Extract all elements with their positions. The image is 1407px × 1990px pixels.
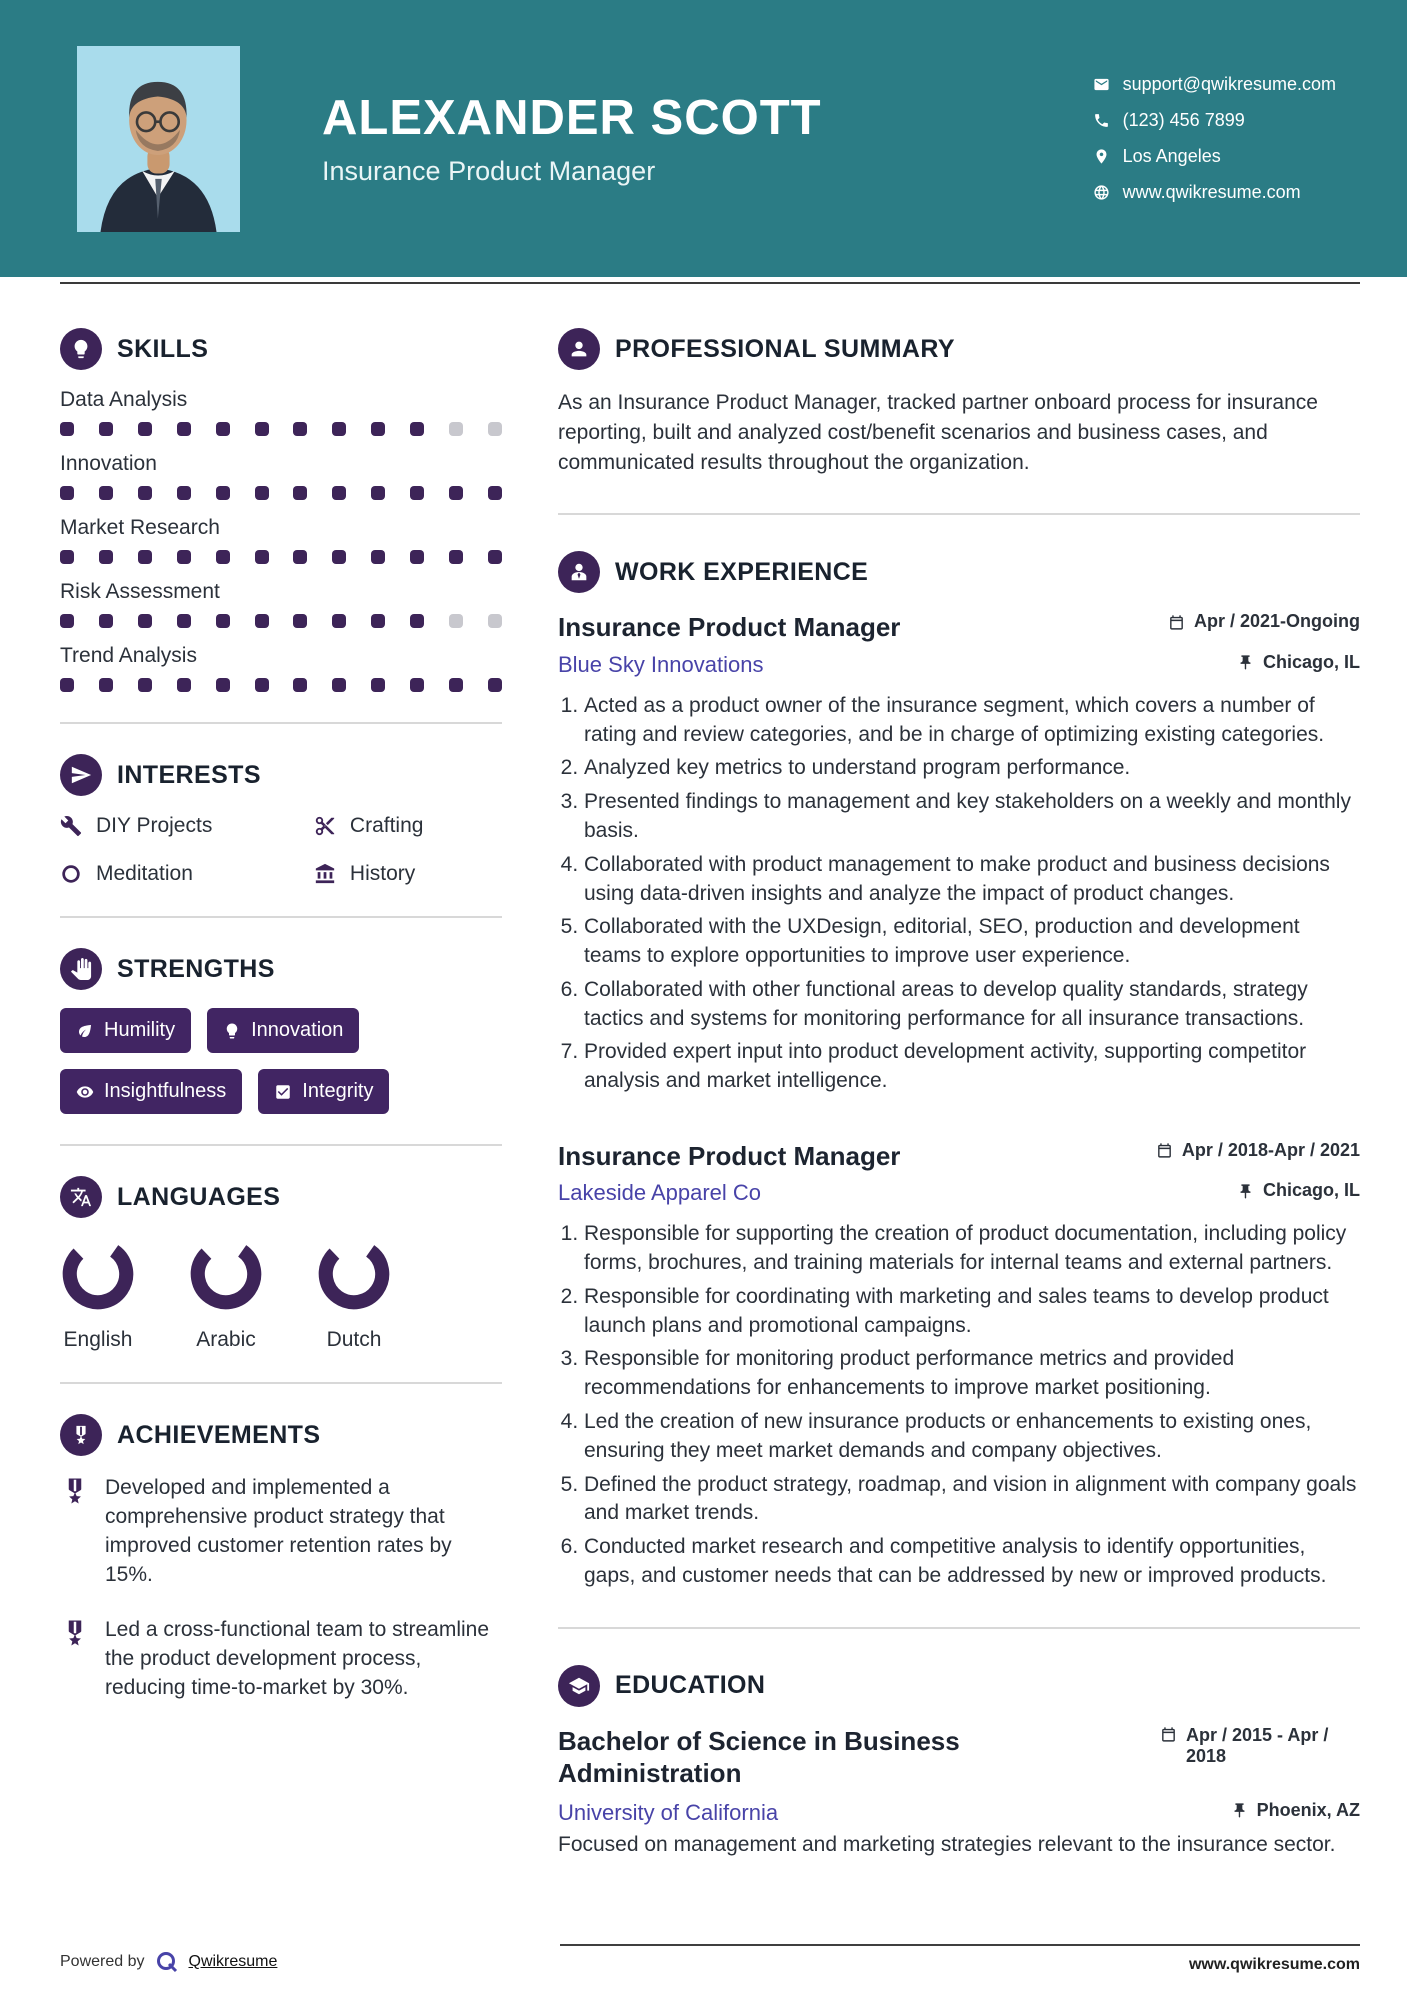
achievements-header <box>60 1414 502 1456</box>
skill-dot <box>332 614 346 628</box>
skill-dot <box>410 422 424 436</box>
skill-dot <box>410 486 424 500</box>
skill-dot <box>60 550 74 564</box>
skill-dot <box>332 486 346 500</box>
skill-dot <box>293 678 307 692</box>
skill-dot <box>488 486 502 500</box>
skill-dot <box>332 550 346 564</box>
education-note: Focused on management and marketing strategies relevant to the insurance sector. <box>558 1832 1336 1856</box>
skill-dot <box>99 678 113 692</box>
skill-item <box>60 516 502 564</box>
skill-dot <box>138 614 152 628</box>
job-location <box>1237 652 1360 673</box>
education-header <box>558 1665 1360 1707</box>
skill-dot <box>138 678 152 692</box>
skill-level-meter <box>60 486 502 500</box>
job-title-row <box>558 611 1360 644</box>
job-dates <box>1168 611 1360 632</box>
skill-dot <box>216 550 230 564</box>
skill-dot <box>255 614 269 628</box>
interests-list <box>60 814 502 886</box>
skills-list <box>60 388 502 692</box>
job-company-row <box>558 652 1360 678</box>
skill-dot <box>371 486 385 500</box>
job-bullet: 5. Collaborated with the UXDesign, editorial, SEO, production and development teams to explore opportunities to improve user experience. <box>584 913 1360 971</box>
skill-dot <box>293 550 307 564</box>
skill-dot <box>332 422 346 436</box>
skill-dot <box>216 614 230 628</box>
medal-icon <box>60 1476 90 1506</box>
medal-icon <box>60 1618 90 1648</box>
job-bullet: 6. Collaborated with other functional areas to develop quality standards, strategy tactics and systems for monitoring performance for all insurance transactions. <box>584 976 1360 1034</box>
skill-dot <box>488 422 502 436</box>
achievements-list <box>60 1474 502 1703</box>
strength-badge <box>258 1069 389 1114</box>
interest-label: Meditation <box>96 862 193 885</box>
location-pin-icon <box>1093 148 1110 165</box>
skills-heading: SKILLS <box>117 334 209 363</box>
skill-dot <box>99 550 113 564</box>
skill-level-meter <box>60 550 502 564</box>
language-item <box>60 1236 136 1352</box>
wrench-icon <box>60 815 82 837</box>
pushpin-icon <box>1231 1802 1248 1819</box>
language-item <box>316 1236 392 1352</box>
interest-label: Crafting <box>349 814 424 837</box>
skill-dot <box>449 678 463 692</box>
language-name: English <box>63 1328 133 1351</box>
footer-site-block <box>560 1944 1360 1974</box>
summary-section <box>558 328 1360 477</box>
skill-level-meter <box>60 614 502 628</box>
divider <box>60 916 502 918</box>
divider <box>558 1627 1360 1629</box>
strength-label: Innovation <box>251 1019 344 1041</box>
skill-dot <box>216 422 230 436</box>
pushpin-icon <box>1237 1183 1254 1200</box>
globe-icon <box>1093 184 1110 201</box>
interests-header <box>60 754 502 796</box>
strength-badge <box>60 1069 242 1114</box>
skill-dot <box>371 678 385 692</box>
interest-item <box>60 862 314 886</box>
calendar-icon <box>1160 1726 1177 1743</box>
skill-dot <box>177 614 191 628</box>
job-bullet: 6. Conducted market research and competitive analysis to identify opportunities, gaps, and customer needs that can be addressed by new or improved products. <box>584 1533 1360 1591</box>
skill-level-meter <box>60 422 502 436</box>
job-bullet: 1. Responsible for supporting the creation of product documentation, including policy forms, brochures, and training materials for internal teams and external partners. <box>584 1220 1360 1278</box>
check-square-icon <box>274 1083 292 1101</box>
strength-badge <box>207 1008 359 1053</box>
work-header <box>558 551 1360 593</box>
strength-label: Integrity <box>302 1080 374 1102</box>
skill-dot <box>60 678 74 692</box>
leaf-icon <box>76 1022 94 1040</box>
skill-dot <box>293 486 307 500</box>
language-name: Dutch <box>326 1328 382 1351</box>
skill-dot <box>138 422 152 436</box>
skill-dot <box>138 550 152 564</box>
job-bullet: 3. Responsible for monitoring product performance metrics and provided recommendations for enhancements to improve market positioning. <box>584 1345 1360 1403</box>
job-dates-text: Apr / 2018-Apr / 2021 <box>1181 1139 1360 1160</box>
job-bullet: 4. Led the creation of new insurance products or enhancements to existing ones, ensuring they meet market demands and company objectives. <box>584 1408 1360 1466</box>
profile-photo <box>77 46 240 232</box>
company-link[interactable]: Blue Sky Innovations <box>558 651 764 677</box>
skill-dot <box>60 422 74 436</box>
skill-name: Data Analysis <box>60 388 188 411</box>
job-dates-text: Apr / 2021-Ongoing <box>1193 611 1360 632</box>
skill-dot <box>255 422 269 436</box>
skill-dot <box>449 422 463 436</box>
skill-dot <box>371 550 385 564</box>
job-bullet: 7. Provided expert input into product development activity, supporting competitor analysis and market intelligence. <box>584 1038 1360 1096</box>
job-bullet: 1. Acted as a product owner of the insurance segment, which covers a number of rating and review categories, and be in charge of optimizing existing categories. <box>584 692 1360 750</box>
interest-label: DIY Projects <box>96 814 213 837</box>
work-section <box>558 551 1360 1590</box>
job-bullet: 3. Presented findings to management and key stakeholders on a weekly and monthly basis. <box>584 788 1360 846</box>
job-bullet: 4. Collaborated with product management to make product and business decisions using data-driven insights and analyze the impact of product changes. <box>584 851 1360 909</box>
interests-section <box>60 754 502 886</box>
email-icon <box>1093 76 1110 93</box>
interest-item <box>314 814 502 838</box>
languages-list <box>60 1236 502 1352</box>
strengths-section <box>60 948 502 1114</box>
skill-dot <box>60 614 74 628</box>
job-bullet: 2. Analyzed key metrics to understand program performance. <box>584 754 1360 783</box>
skill-dot <box>410 550 424 564</box>
language-name: Arabic <box>196 1328 256 1351</box>
achievements-section <box>60 1414 502 1703</box>
languages-heading: LANGUAGES <box>117 1182 281 1211</box>
calendar-icon <box>1156 1142 1173 1159</box>
divider <box>60 1382 502 1384</box>
footer-site-link[interactable]: www.qwikresume.com <box>1188 1956 1360 1973</box>
person-icon <box>558 328 600 370</box>
skill-dot <box>293 422 307 436</box>
skill-dot <box>255 678 269 692</box>
education-school-row <box>558 1800 1360 1826</box>
left-column <box>60 328 502 1859</box>
job-bullets <box>558 1220 1360 1590</box>
summary-text: As an Insurance Product Manager, tracked partner onboard process for insurance reporting, built and analyzed cost/benefit scenarios and business cases, and communicated results throughout the organization. <box>558 391 1318 474</box>
skill-name: Market Research <box>60 516 220 539</box>
skill-dot <box>177 422 191 436</box>
skill-dot <box>99 614 113 628</box>
calendar-icon <box>1168 614 1185 631</box>
contact-item[interactable] <box>1093 146 1336 167</box>
education-heading: EDUCATION <box>615 1671 766 1700</box>
strengths-header <box>60 948 502 990</box>
skill-dot <box>371 614 385 628</box>
phone-icon <box>1093 112 1110 129</box>
contact-text: (123) 456 7899 <box>1122 110 1245 130</box>
skill-dot <box>488 614 502 628</box>
job-title-row <box>558 1140 1360 1173</box>
job-entry <box>558 611 1360 1095</box>
achievements-heading: ACHIEVEMENTS <box>117 1420 321 1449</box>
education-title-row <box>558 1725 1360 1790</box>
contact-list <box>1093 59 1336 218</box>
interest-item <box>60 814 314 838</box>
content-columns <box>0 284 1407 1859</box>
lightbulb-icon <box>60 328 102 370</box>
skill-dot <box>138 486 152 500</box>
skill-dot <box>371 422 385 436</box>
paper-plane-icon <box>60 754 102 796</box>
strengths-list <box>60 1008 502 1114</box>
job-location-text: Chicago, IL <box>1262 1180 1360 1201</box>
skill-name: Trend Analysis <box>60 644 197 667</box>
skill-level-meter <box>60 678 502 692</box>
language-level-arc <box>316 1236 392 1312</box>
skill-item <box>60 452 502 500</box>
skill-dot <box>177 550 191 564</box>
job-location <box>1237 1180 1360 1201</box>
language-level-arc <box>60 1236 136 1312</box>
summary-header <box>558 328 1360 370</box>
candidate-name: ALEXANDER SCOTT <box>322 91 822 145</box>
job-bullet: 2. Responsible for coordinating with marketing and sales teams to develop product launch plans and promotional campaigns. <box>584 1283 1360 1341</box>
skill-dot <box>449 614 463 628</box>
skills-section <box>60 328 502 692</box>
lightbulb-icon <box>223 1022 241 1040</box>
skill-dot <box>449 486 463 500</box>
skill-dot <box>410 614 424 628</box>
user-tie-icon <box>558 551 600 593</box>
job-location-text: Chicago, IL <box>1262 651 1360 672</box>
skill-dot <box>177 486 191 500</box>
strength-label: Humility <box>104 1019 176 1041</box>
skill-dot <box>332 678 346 692</box>
contact-text: support@qwikresume.com <box>1122 74 1336 94</box>
skill-name: Risk Assessment <box>60 580 220 603</box>
achievement-item <box>60 1474 502 1590</box>
skill-dot <box>488 678 502 692</box>
skill-dot <box>99 422 113 436</box>
interests-heading: INTERESTS <box>117 760 261 789</box>
contact-text: Los Angeles <box>1122 146 1221 166</box>
language-item <box>188 1236 264 1352</box>
achievement-item <box>60 1616 502 1703</box>
scissors-icon <box>314 815 336 837</box>
job-company-row <box>558 1180 1360 1206</box>
skill-dot <box>410 678 424 692</box>
languages-section <box>60 1176 502 1352</box>
header <box>0 0 1407 277</box>
education-dates-text: Apr / 2015 - Apr / 2018 <box>1186 1724 1329 1766</box>
interest-item <box>314 862 502 886</box>
job-bullets <box>558 692 1360 1096</box>
skill-item <box>60 388 502 436</box>
education-location-text: Phoenix, AZ <box>1256 1799 1360 1820</box>
divider <box>60 722 502 724</box>
powered-by-label: Powered by <box>60 1953 145 1970</box>
contact-text: www.qwikresume.com <box>1122 182 1301 202</box>
skill-dot <box>488 550 502 564</box>
footer <box>60 1944 1360 1974</box>
qwikresume-link[interactable]: Qwikresume <box>188 1953 278 1970</box>
skill-item <box>60 580 502 628</box>
summary-heading: PROFESSIONAL SUMMARY <box>615 334 955 363</box>
company-link[interactable]: Lakeside Apparel Co <box>558 1180 762 1206</box>
achievement-text: Developed and implemented a comprehensive product strategy that improved customer retention rates by 15%. <box>105 1476 452 1586</box>
skill-dot <box>216 678 230 692</box>
skill-dot <box>293 614 307 628</box>
graduation-cap-icon <box>558 1665 600 1707</box>
divider <box>60 1144 502 1146</box>
pushpin-icon <box>1237 654 1254 671</box>
jobs-list <box>558 611 1360 1590</box>
skill-item <box>60 644 502 692</box>
raised-hand-icon <box>60 948 102 990</box>
ring-icon <box>60 863 82 885</box>
medal-icon <box>60 1414 102 1456</box>
education-location <box>1231 1800 1360 1821</box>
work-heading: WORK EXPERIENCE <box>615 557 869 586</box>
museum-icon <box>314 863 336 885</box>
school-link[interactable]: University of California <box>558 1799 779 1825</box>
education-dates <box>1160 1725 1360 1767</box>
strength-label: Insightfulness <box>104 1080 227 1102</box>
skill-dot <box>177 678 191 692</box>
contact-item[interactable] <box>1093 110 1336 131</box>
achievement-text: Led a cross-functional team to streamline the product development process, reducing time-to-market by 30%. <box>105 1617 490 1699</box>
qwikresume-logo-icon <box>155 1950 179 1974</box>
right-column <box>558 328 1360 1859</box>
interest-label: History <box>349 862 416 885</box>
job-title: Insurance Product Manager <box>558 1140 901 1171</box>
identity-block <box>322 90 822 187</box>
skill-dot <box>216 486 230 500</box>
job-entry <box>558 1140 1360 1591</box>
skill-dot <box>449 550 463 564</box>
skills-header <box>60 328 502 370</box>
job-bullet: 5. Defined the product strategy, roadmap, and vision in alignment with company goals and market trends. <box>584 1471 1360 1529</box>
divider <box>558 513 1360 515</box>
candidate-title: Insurance Product Manager <box>322 156 656 186</box>
strengths-heading: STRENGTHS <box>117 954 275 983</box>
education-section <box>558 1665 1360 1860</box>
skill-dot <box>255 486 269 500</box>
skill-dot <box>99 486 113 500</box>
languages-header <box>60 1176 502 1218</box>
translate-icon <box>60 1176 102 1218</box>
job-dates <box>1156 1140 1360 1161</box>
job-title: Insurance Product Manager <box>558 612 901 643</box>
skill-dot <box>60 486 74 500</box>
degree-title: Bachelor of Science in Business Administration <box>558 1725 960 1789</box>
skill-dot <box>255 550 269 564</box>
contact-item[interactable] <box>1093 182 1336 203</box>
eye-icon <box>76 1083 94 1101</box>
footer-brand-block <box>60 1950 277 1974</box>
contact-item[interactable] <box>1093 74 1336 95</box>
language-level-arc <box>188 1236 264 1312</box>
strength-badge <box>60 1008 191 1053</box>
skill-name: Innovation <box>60 452 157 475</box>
